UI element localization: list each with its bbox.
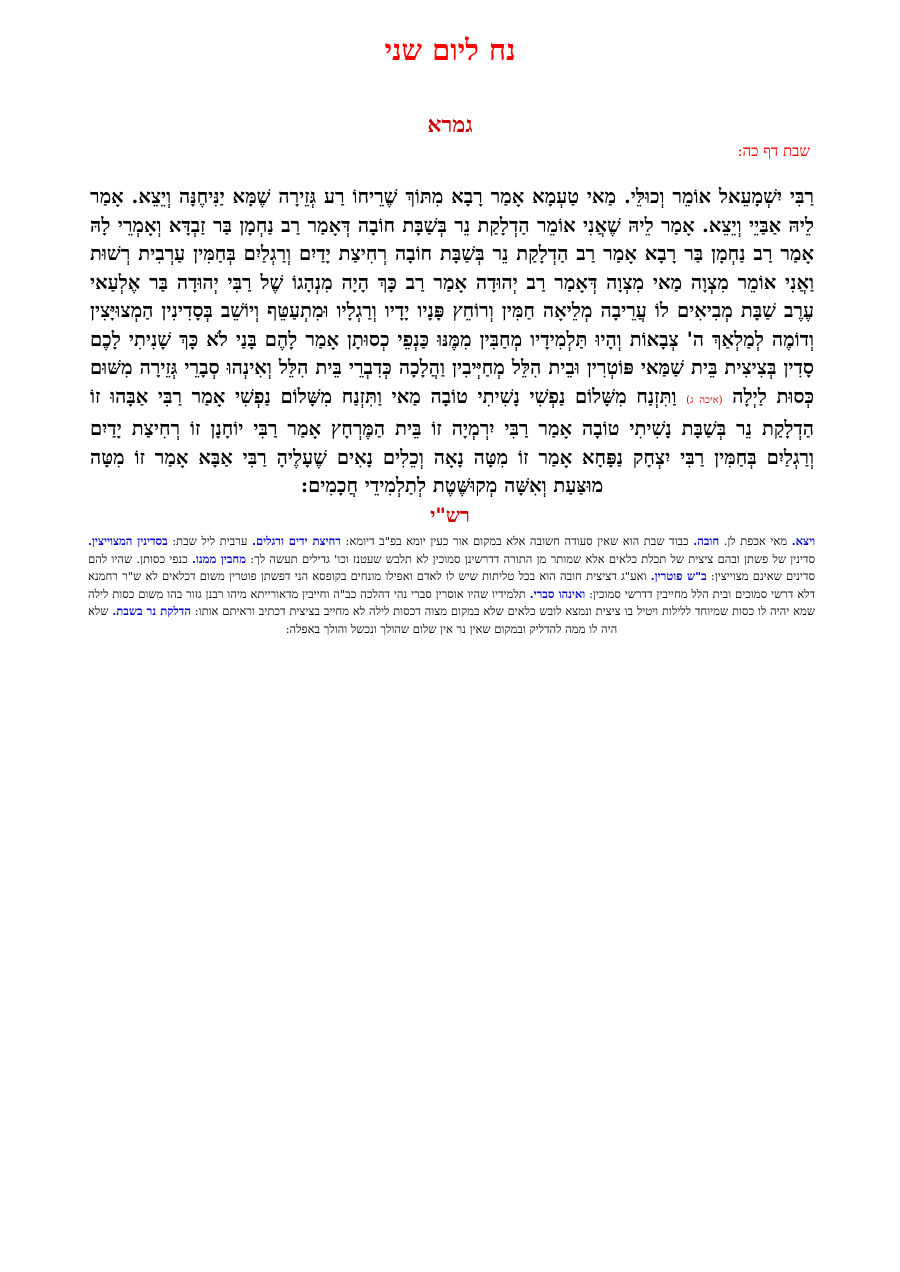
rashi-heading: ב"ש פוטרין. <box>650 569 707 583</box>
rashi-heading: ואינהו סברי. <box>529 586 586 601</box>
rashi-comment: כבוד שבת הוא שאין סעודה חשובה אלא במקום אור כעין יומא בפ"ב דיומא: <box>345 534 689 548</box>
source-reference: שבת דף כה: <box>737 142 810 160</box>
rashi-comment: שלא היה לו ממה להדליק ובמקום שאין נר אין שלום שהולך ונכשל והולך באפלה: <box>88 604 618 636</box>
section-title-gemara: גמרא <box>427 112 473 138</box>
rashi-comment: מאי אכפת לן. <box>723 534 788 548</box>
rashi-heading: חובה. <box>693 534 720 548</box>
verse-reference: (איכה ג) <box>686 394 723 406</box>
gemara-text-part-1: רַבִּי יִשְׁמָעֵאל אוֹמֵר וְכוּלֵּי. מַאי טַעְמָא אָמַר רָבָא מִתּוֹךְ שֶׁרֵיחוֹ רַע גְּזֵירָה שֶׁמָּא יַנִּיחֶנָּה וְיֵצֵא. אָמַר לֵיהּ אַבַּיֵי וְיֵצֵא. אָמַר לֵיהּ שֶׁאֲנִי אוֹמֵר הַדְלָקַת נֵר בְּשַׁבָּת חוֹבָה דְּאָמַר רַב נַחְמָן בַּר זַבְדָּא וְאָמְרֵי לָהּ אָמַר רַב נַחְמָן בַּר רָבָא אָמַר רַב הַדְלָקַת נֵר בְּשַׁבָּת חוֹבָה רְחִיצַת יָדַיִם וְרַגְלַיִם בְּחַמִּין עַרְבִית רְשׁוּת וַאֲנִי אוֹמֵר מִצְוָה מַאי מִצְוָה דְּאָמַר רַב יְהוּדָה אָמַר רַב כָּךְ הָיָה מִנְהָגוֹ שֶׁל רַבִּי יְהוּדָה בַּר אֶלְעַאי עֶרֶב שַׁבָּת מְבִיאִים לוֹ עֲרֵיבָה מְלֵיאָה חַמִּין וְרוֹחֵץ פָּנָיו יָדָיו וְרַגְלָיו וּמִתְעַטֵּף וְיוֹשֵׁב בְּסָדִינִין הַמְצוּיָּצִין וְדוֹמֶה לְמַלְאַךְ ה' צְבָאוֹת וְהָיוּ תַּלְמִידָיו מְחַבִּין מִמֶּנּוּ כַּנְפֵי כְסוּתָן אָמַר לָהֶם בָּנַי לֹא כָּךְ שָׁנִיתִי לָכֶם סָדִין בְּצִיצִית בֵּית שַׁמַּאי פּוֹטְרִין וּבֵית הִלֵּל מְחַיְּיבִין וַהֲלָכָה כְּדִבְרֵי בֵּית הִלֵּל וְאִינְהוּ סְבָרֵי גְּזֵירָה מִשּׁוּם כְּסוּת לַיְלָה <box>90 185 815 408</box>
rashi-heading: מחבין ממנו. <box>191 551 247 566</box>
rashi-comment: ואע"ג דציצית חובה הוא בכל טליתות שיש לו לאדם ואפילו מונחים בקופסא הני דפשתן פוטרין משום דכלאים לא ש"ר רחמנא דלא דרשי סמוכים ובית הלל מחייבין דדרשי סמוכין: <box>88 569 816 601</box>
rashi-comment: ערבית ליל שבת: <box>172 534 248 548</box>
rashi-heading: הדלקת נר בשבת. <box>112 604 191 618</box>
gemara-text <box>90 183 814 501</box>
rashi-heading: בסדינין המצוייצין. <box>88 534 168 548</box>
rashi-comment: כנפי כסותן. שהיו להם סדינים שאינם מצוייצין: <box>88 551 816 583</box>
rashi-comment: תלמידיו שהיו אוסרין סברי נהי דהלכה כב"ה וחייבין מדאורייתא מיהו רבנן גזור בהו משום כסות לילה שמא יהיה לו כסות שמיוחד ללילות ויטיל בו ציצית ונמצא לובש כלאים שלא במקום מצוה דכסות לילה לא מחייב בציצית דכתיב וראיתם אותו: <box>88 586 815 618</box>
rashi-heading: רחיצת ידים ורגלים. <box>251 534 341 548</box>
rashi-title: רש"י <box>430 503 470 527</box>
rashi-comment: סדינין של פשתן ובהם ציצית של תכלת כלאים אלא שמותר מן התורה דדרשינן סמוכין לא תלבש שעטנז וכו' גדילים תעשה לך: <box>250 551 815 566</box>
page-title: נח ליום שני <box>384 33 516 67</box>
rashi-commentary <box>88 533 815 638</box>
gemara-text-part-2: וַתִּזְנַח מִשָּׁלוֹם נַפְשִׁי נָשִׁיתִי טוֹבָה מַאי וַתִּזְנַח מִשָּׁלוֹם נַפְשִׁי אָמַר רַבִּי אַבָּהוּ זוֹ הַדְלָקַת נֵר בְּשַׁבָּת נָשִׁיתִי טוֹבָה אָמַר רַבִּי יִרְמְיָה זוֹ בֵּית הַמֶּרְחָץ אָמַר רַבִּי יוֹחָנָן זוֹ רְחִיצַת יָדַיִם וְרַגְלַיִם בְּחַמִּין רַבִּי יִצְחָק נַפָּחָא אָמַר זוֹ מִטָּה נָאָה וְכֵלִים נָאִים שֶׁעָלֶיהָ רַבִּי אַבָּא אָמַר זוֹ מִטָּה מוּצַּעַת וְאִשָּׁה מְקוּשֶּׁטֶת לְתַלְמִידֵי חֲכָמִים: <box>90 384 814 497</box>
rashi-heading: ויצא. <box>791 534 816 548</box>
